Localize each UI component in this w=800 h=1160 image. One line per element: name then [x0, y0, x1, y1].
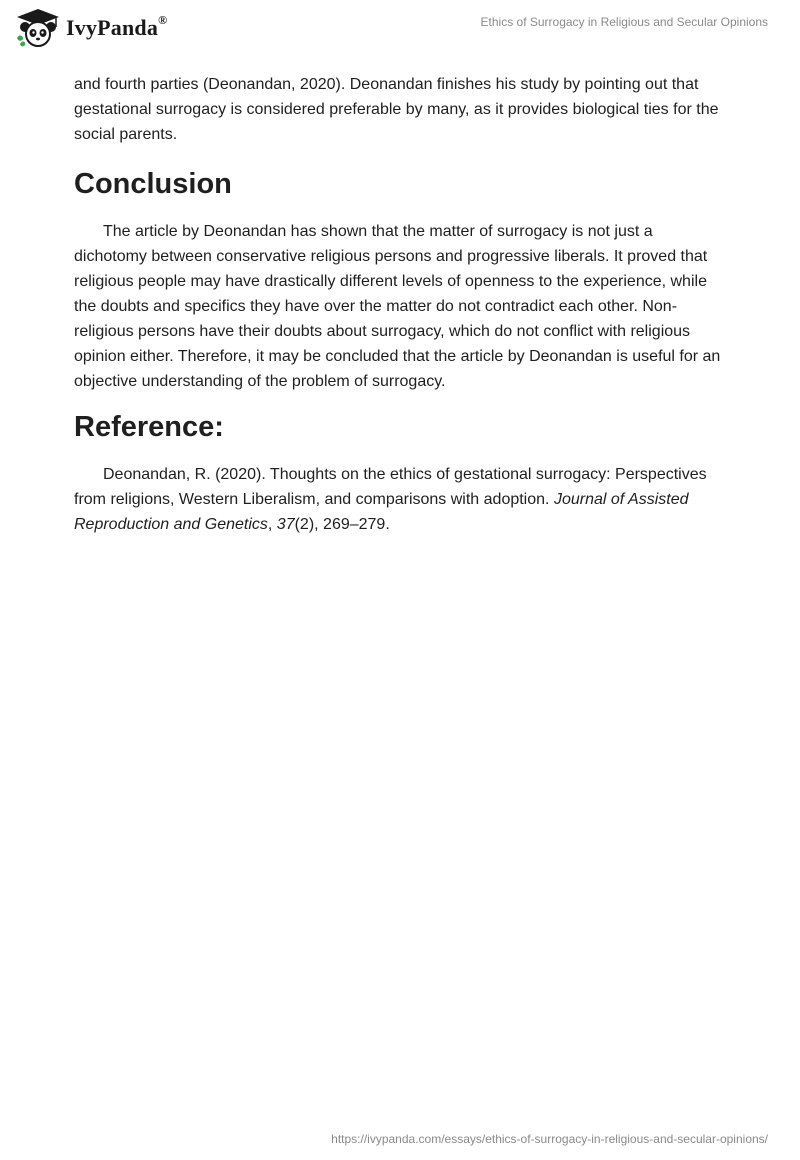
reference-issue-pages: (2), 269–279. [294, 516, 390, 533]
panda-graduate-icon [14, 8, 62, 48]
essay-body [74, 72, 726, 537]
intro-paragraph: and fourth parties (Deonandan, 2020). Deonandan finishes his study by pointing out that gestational surrogacy is considered preferable by many, as it provides biological ties for the social parents. [74, 76, 719, 143]
reference-entry: Deonandan, R. (2020). Thoughts on the ethics of gestational surrogacy: Perspectives from religions, Western Liberalism, and comparisons with adoption. Journal of Assisted Reproduction and Genetics, 37(2), 269–279. [74, 466, 707, 533]
conclusion-heading: Conclusion [74, 168, 232, 200]
footer-source-url[interactable]: https://ivypanda.com/essays/ethics-of-surrogacy-in-religious-and-secular-opinions/ [331, 1132, 768, 1146]
ivypanda-logo[interactable] [14, 8, 167, 48]
brand-name: IvyPanda® [66, 12, 168, 40]
reference-volume: 37 [276, 516, 295, 533]
reference-journal: Journal of Assisted Reproduction and Genetics [74, 491, 689, 533]
document-header-title: Ethics of Surrogacy in Religious and Secular Opinions [480, 15, 768, 29]
conclusion-paragraph: The article by Deonandan has shown that the matter of surrogacy is not just a dichotomy between conservative religious persons and progressive liberals. It proved that religious people may have drastically different levels of openness to the experience, while the doubts and specifics they have over the matter do not contradict each other. Non-religious persons have their doubts about surrogacy, which do not conflict with religious opinion either. Therefore, it may be concluded that the article by Deonandan is useful for an objective understanding of the problem of surrogacy. [74, 223, 721, 390]
reference-citation: Deonandan, R. (2020). Thoughts on the ethics of gestational surrogacy: Perspectives from religions, Western Liberalism, and comparisons with adoption. [74, 466, 707, 508]
reference-heading: Reference: [74, 411, 224, 443]
